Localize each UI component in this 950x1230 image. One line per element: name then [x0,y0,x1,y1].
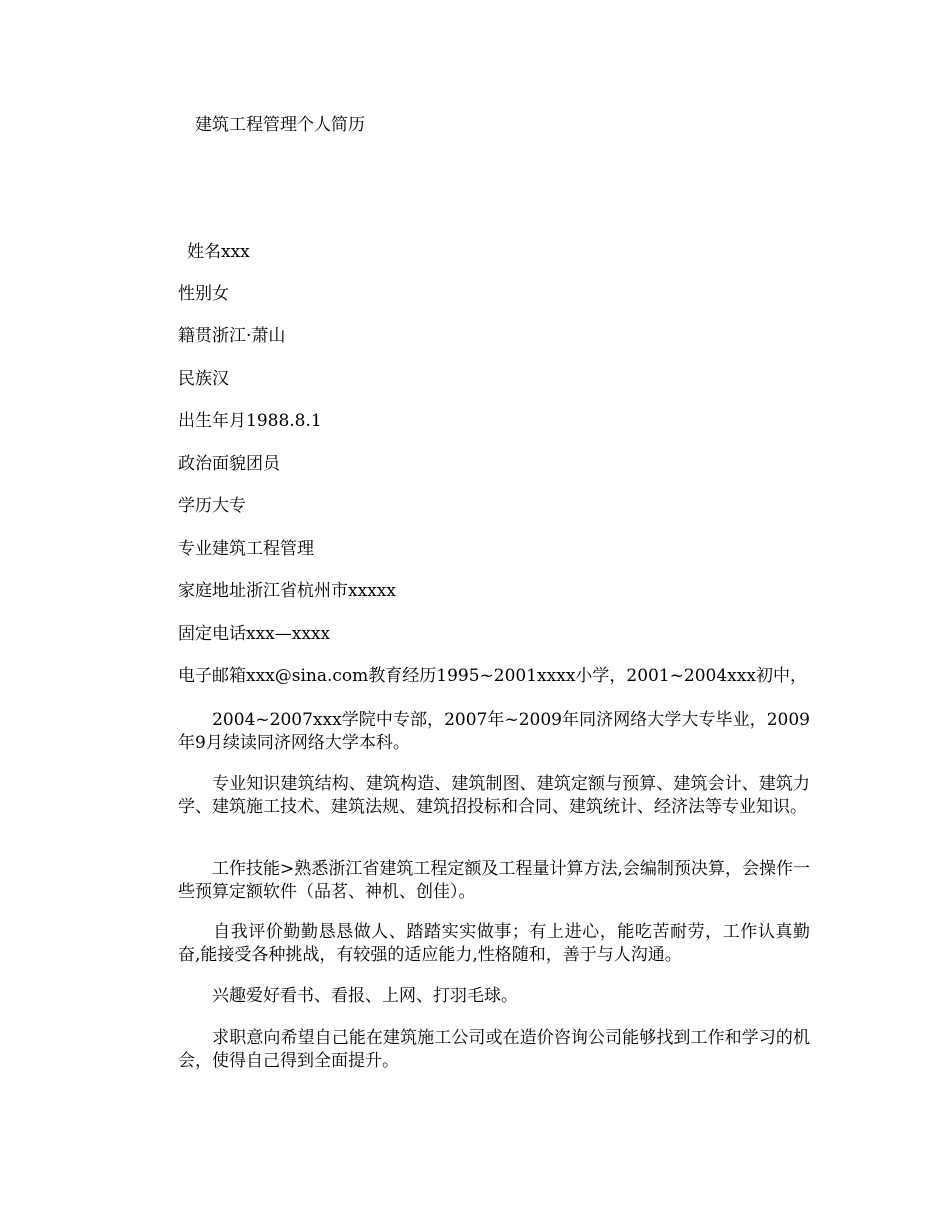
paragraph-email-education: 电子邮箱xxx@sina.com教育经历1995~2001xxxx小学，2001~2004xxx初中， [178,666,807,686]
paragraph-hobbies: 兴趣爱好看书、看报、上网、打羽毛球。 [178,986,518,1006]
field-hometown: 籍贯浙江·萧山 [178,326,286,346]
paragraph-education-continued: 2004~2007xxx学院中专部，2007年~2009年同济网络大学大专毕业，2009年9月续读同济网络大学本科。 [178,710,810,753]
field-gender: 性别女 [178,284,229,304]
field-name: 姓名xxx [187,242,250,262]
field-ethnicity: 民族汉 [178,369,229,389]
document-title: 建筑工程管理个人简历 [195,115,365,135]
paragraph-career-objective: 求职意向希望自己能在建筑施工公司或在造价咨询公司能够找到工作和学习的机会，使得自己得到全面提升。 [178,1028,810,1071]
field-political-status: 政治面貌团员 [178,454,280,474]
field-phone: 固定电话xxx—xxxx [178,624,331,644]
field-address: 家庭地址浙江省杭州市xxxxx [178,581,396,601]
paragraph-self-evaluation: 自我评价勤勤恳恳做人、踏踏实实做事；有上进心，能吃苦耐劳，工作认真勤奋,能接受各种挑战，有较强的适应能力,性格随和，善于与人沟通。 [178,922,810,965]
paragraph-work-skills: 工作技能>熟悉浙江省建筑工程定额及工程量计算方法,会编制预决算，会操作一些预算定额软件（品茗、神机、创佳）。 [178,859,810,902]
field-birthdate: 出生年月1988.8.1 [178,411,322,431]
field-education-level: 学历大专 [178,496,246,516]
field-major: 专业建筑工程管理 [178,539,314,559]
paragraph-professional-knowledge: 专业知识建筑结构、建筑构造、建筑制图、建筑定额与预算、建筑会计、建筑力学、建筑施工技术、建筑法规、建筑招投标和合同、建筑统计、经济法等专业知识。 [178,774,810,817]
